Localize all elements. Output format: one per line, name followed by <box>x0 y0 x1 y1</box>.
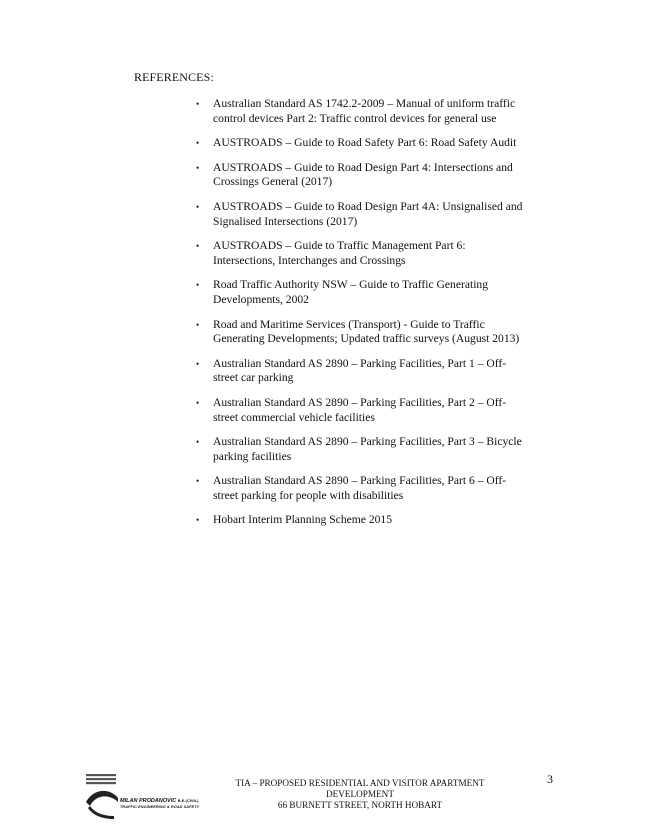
reference-text: Hobart Interim Planning Scheme 2015 <box>213 513 393 527</box>
footer-line: DEVELOPMENT <box>326 789 394 800</box>
reference-text: Australian Standard AS 2890 – Parking Facilities, Part 2 – Off-street commercial vehicle facilities <box>213 395 507 424</box>
list-item <box>190 278 530 307</box>
reference-text: AUSTROADS – Guide to Road Safety Part 6: Road Safety Audit <box>213 136 517 150</box>
bullet-icon: • <box>196 138 200 149</box>
list-item <box>190 474 530 503</box>
footer-line: 66 BURNETT STREET, NORTH HOBART <box>277 800 443 811</box>
list-item <box>190 200 530 229</box>
list-item <box>190 318 530 347</box>
list-item <box>190 396 530 425</box>
bullet-icon: • <box>196 319 200 330</box>
bullet-icon: • <box>196 397 200 408</box>
list-item <box>190 513 530 528</box>
reference-text: Road Traffic Authority NSW – Guide to Traffic Generating Developments, 2002 <box>213 278 489 306</box>
reference-text: AUSTROADS – Guide to Road Design Part 4: Intersections and Crossings General (2017) <box>213 160 513 189</box>
reference-text: Road and Maritime Services (Transport) - Guide to Traffic Generating Developments; Updated traffic surveys (August 2013) <box>213 317 520 346</box>
logo-name: MILAN PRODANOVIC <box>120 798 177 804</box>
list-item <box>190 435 530 464</box>
road-logo-icon <box>84 772 124 824</box>
bullet-icon: • <box>196 241 200 252</box>
bullet-icon: • <box>196 99 200 109</box>
reference-text: AUSTROADS – Guide to Traffic Management Part 6: Intersections, Interchanges and Crossings <box>213 239 466 267</box>
footer-line: TIA – PROPOSED RESIDENTIAL AND VISITOR APARTMENT <box>235 778 485 788</box>
reference-text: Australian Standard AS 2890 – Parking Facilities, Part 3 – Bicycle parking facilities <box>213 435 522 463</box>
page-footer <box>200 778 520 812</box>
list-item <box>190 161 530 190</box>
list-item <box>190 136 530 151</box>
section-heading: REFERENCES: <box>134 70 214 84</box>
bullet-icon: • <box>196 515 200 526</box>
logo-tagline: TRAFFIC ENGINEERING & ROAD SAFETY <box>120 805 200 809</box>
logo-qualification: B.E.(CIVIL) <box>177 798 199 803</box>
bullet-icon: • <box>196 201 200 212</box>
list-item <box>190 239 530 268</box>
reference-text: AUSTROADS – Guide to Road Design Part 4A: Unsignalised and Signalised Intersections (2017) <box>213 199 523 228</box>
list-item <box>190 97 530 126</box>
bullet-icon: • <box>196 476 200 487</box>
reference-text: Australian Standard AS 2890 – Parking Facilities, Part 6 – Off-street parking for people with disabilities <box>213 474 507 502</box>
bullet-icon: • <box>196 280 200 291</box>
references-list <box>190 97 530 538</box>
reference-text: Australian Standard AS 1742.2-2009 – Manual of uniform traffic control devices Part 2: Traffic control devices for general use <box>213 97 516 125</box>
reference-text: Australian Standard AS 2890 – Parking Facilities, Part 1 – Off-street car parking <box>213 356 507 385</box>
bullet-icon: • <box>196 437 200 448</box>
bullet-icon: • <box>196 162 200 173</box>
list-item <box>190 357 530 386</box>
page-number: 3 <box>547 772 553 786</box>
bullet-icon: • <box>196 358 200 369</box>
